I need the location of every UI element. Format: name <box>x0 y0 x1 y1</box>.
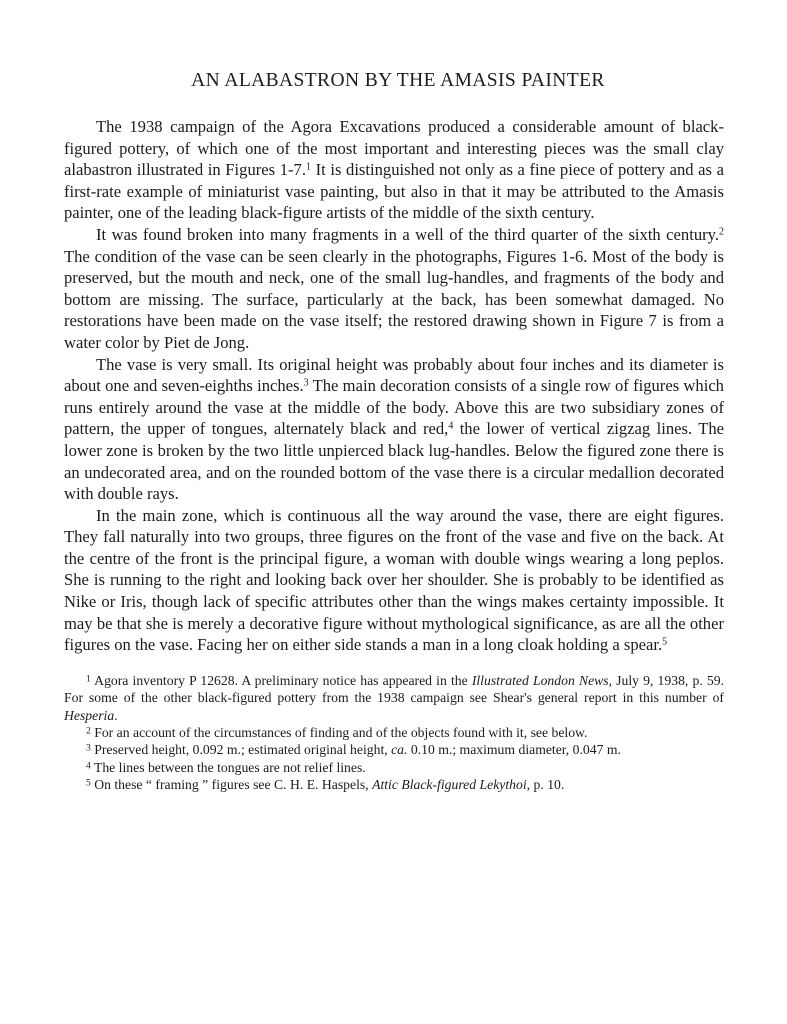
paragraph-2 <box>64 224 724 354</box>
footnote-ref: 1 <box>305 161 311 173</box>
footnote-ref: 4 <box>448 420 454 432</box>
paragraph-1 <box>64 116 724 224</box>
footnote-4 <box>64 759 724 776</box>
footnote-number: 4 <box>86 760 91 772</box>
footnote-text: , p. 10. <box>526 777 565 793</box>
footnote-text: , July 9, 1938, p. 59. For some of the other black-figured pottery from the 1938 campaign see Shear's general report in this number of <box>64 672 725 706</box>
paragraph-text: In the main zone, which is continuous all the way around the vase, there are eight figures. They fall naturally into two groups, three figures on the front of the vase and five on the back. At the centre of the front is the principal figure, a woman with double wings wearing a long peplos. She is running to the right and looking back over her shoulder. She is probably to be identified as Nike or Iris, though lack of specific attributes other than the wings makes certainty impossible. It may be that she is merely a decorative figure without mythological significance, as are all the other figures on the vase. Facing her on either side stands a man in a long cloak holding a spear. <box>64 505 724 655</box>
footnote-text: Preserved height, 0.092 m.; estimated original height, <box>90 742 392 758</box>
footnote-ref: 2 <box>719 226 724 238</box>
footnote-text: Agora inventory P 12628. A preliminary notice has appeared in the <box>90 672 472 688</box>
paragraph-4 <box>64 505 724 656</box>
footnote-italic: ca. <box>391 742 408 758</box>
paragraph-text: It is distinguished not only as a fine piece of pottery and as a first-rate example of miniaturist vase painting, but also in that it may be attributed to the Amasis painter, one of the leading black-figure artists of the middle of the sixth century. <box>64 160 724 223</box>
footnote-italic: Attic Black-figured Lekythoi <box>372 777 527 793</box>
article-title: AN ALABASTRON BY THE AMASIS PAINTER <box>191 70 605 91</box>
footnote-italic: Illustrated London News <box>471 672 609 688</box>
footnote-italic: Hesperia <box>64 707 115 723</box>
paragraph-text: The main decoration consists of a single row of figures which runs entirely around the vase at the middle of the body. Above this are two subsidiary zones of pattern, the upper of tongues, alternately black and red, <box>64 376 724 439</box>
footnote-number: 1 <box>86 673 91 685</box>
footnote-number: 5 <box>86 777 91 789</box>
page <box>64 70 724 794</box>
paragraph-text: It was found broken into many fragments in a well of the third quarter of the sixth century. <box>96 224 720 244</box>
footnote-1 <box>64 672 724 724</box>
footnote-3 <box>64 741 724 758</box>
footnote-2 <box>64 724 724 741</box>
footnote-text: The lines between the tongues are not relief lines. <box>90 759 366 775</box>
paragraph-text: The condition of the vase can be seen clearly in the photographs, Figures 1-6. Most of the body is preserved, but the mouth and neck, one of the small lug-handles, and fragments of the body and bottom are missing. The surface, particularly at the back, has been somewhat damaged. No restorations have been made on the vase itself; the restored drawing shown in Figure 7 is from a water color by Piet de Jong. <box>64 246 724 352</box>
footnotes <box>64 672 724 794</box>
paragraph-text: The 1938 campaign of the Agora Excavations produced a considerable amount of black-figured pottery, of which one of the most important and interesting pieces was the small clay alabastron illustrated in Figures 1-7. <box>64 117 724 180</box>
footnote-number: 3 <box>86 743 91 755</box>
footnote-text: For an account of the circumstances of finding and of the objects found with it, see below. <box>90 725 588 741</box>
footnote-text: . <box>114 707 118 723</box>
paragraph-3 <box>64 354 724 505</box>
article-body <box>64 116 724 656</box>
footnote-5 <box>64 776 724 793</box>
paragraph-text: the lower of vertical zigzag lines. The lower zone is broken by the two little unpierced black lug-handles. Below the figured zone there is an undecorated area, and on the rounded bottom of the vase there is a circular medallion decorated with double rays. <box>64 419 724 504</box>
footnote-ref: 5 <box>662 636 668 648</box>
footnote-text: On these “ framing ” figures see C. H. E. Haspels, <box>90 777 373 793</box>
paragraph-text: The vase is very small. Its original height was probably about four inches and its diameter is about one and seven-eighths inches. <box>64 354 724 396</box>
footnote-text: 0.10 m.; maximum diameter, 0.047 m. <box>407 742 621 758</box>
footnote-ref: 3 <box>303 377 309 389</box>
footnote-number: 2 <box>86 725 91 737</box>
